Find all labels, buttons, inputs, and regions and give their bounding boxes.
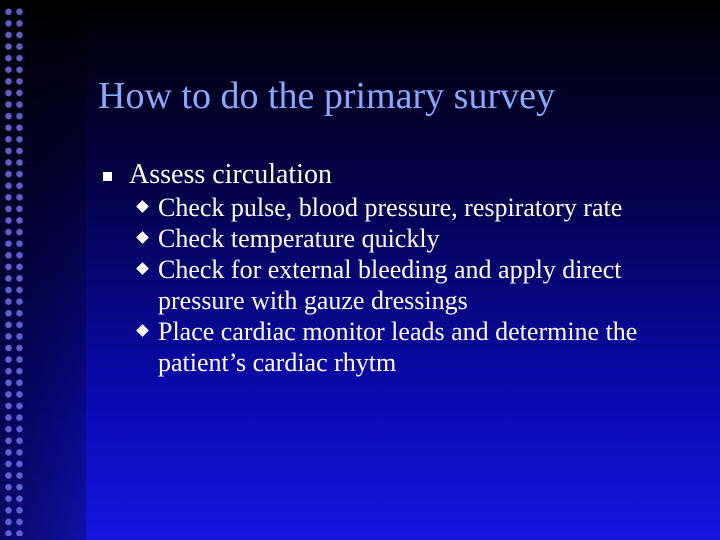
sub-bullet-text: Place cardiac monitor leads and determine the patient’s cardiac rhytm xyxy=(158,317,638,377)
slide-content xyxy=(100,158,700,378)
sub-bullet-item xyxy=(100,254,700,316)
sub-bullet-item xyxy=(100,316,700,378)
sub-bullet-item xyxy=(100,192,700,223)
sub-bullet-item xyxy=(100,223,700,254)
bullet-text: Assess circulation xyxy=(129,159,332,190)
diamond-bullet-icon xyxy=(136,231,149,244)
bullet-item xyxy=(100,158,700,192)
decorative-dot-column xyxy=(3,6,25,536)
diamond-bullet-icon xyxy=(136,200,149,213)
square-bullet-icon xyxy=(103,172,112,181)
diamond-bullet-icon xyxy=(136,262,149,275)
sub-bullet-text: Check for external bleeding and apply direct pressure with gauze dressings xyxy=(158,255,622,315)
sub-bullet-text: Check pulse, blood pressure, respiratory rate xyxy=(158,193,623,222)
slide-title: How to do the primary survey xyxy=(98,75,555,117)
sub-bullet-list xyxy=(100,192,700,378)
diamond-bullet-icon xyxy=(136,324,149,337)
sub-bullet-text: Check temperature quickly xyxy=(158,224,440,253)
